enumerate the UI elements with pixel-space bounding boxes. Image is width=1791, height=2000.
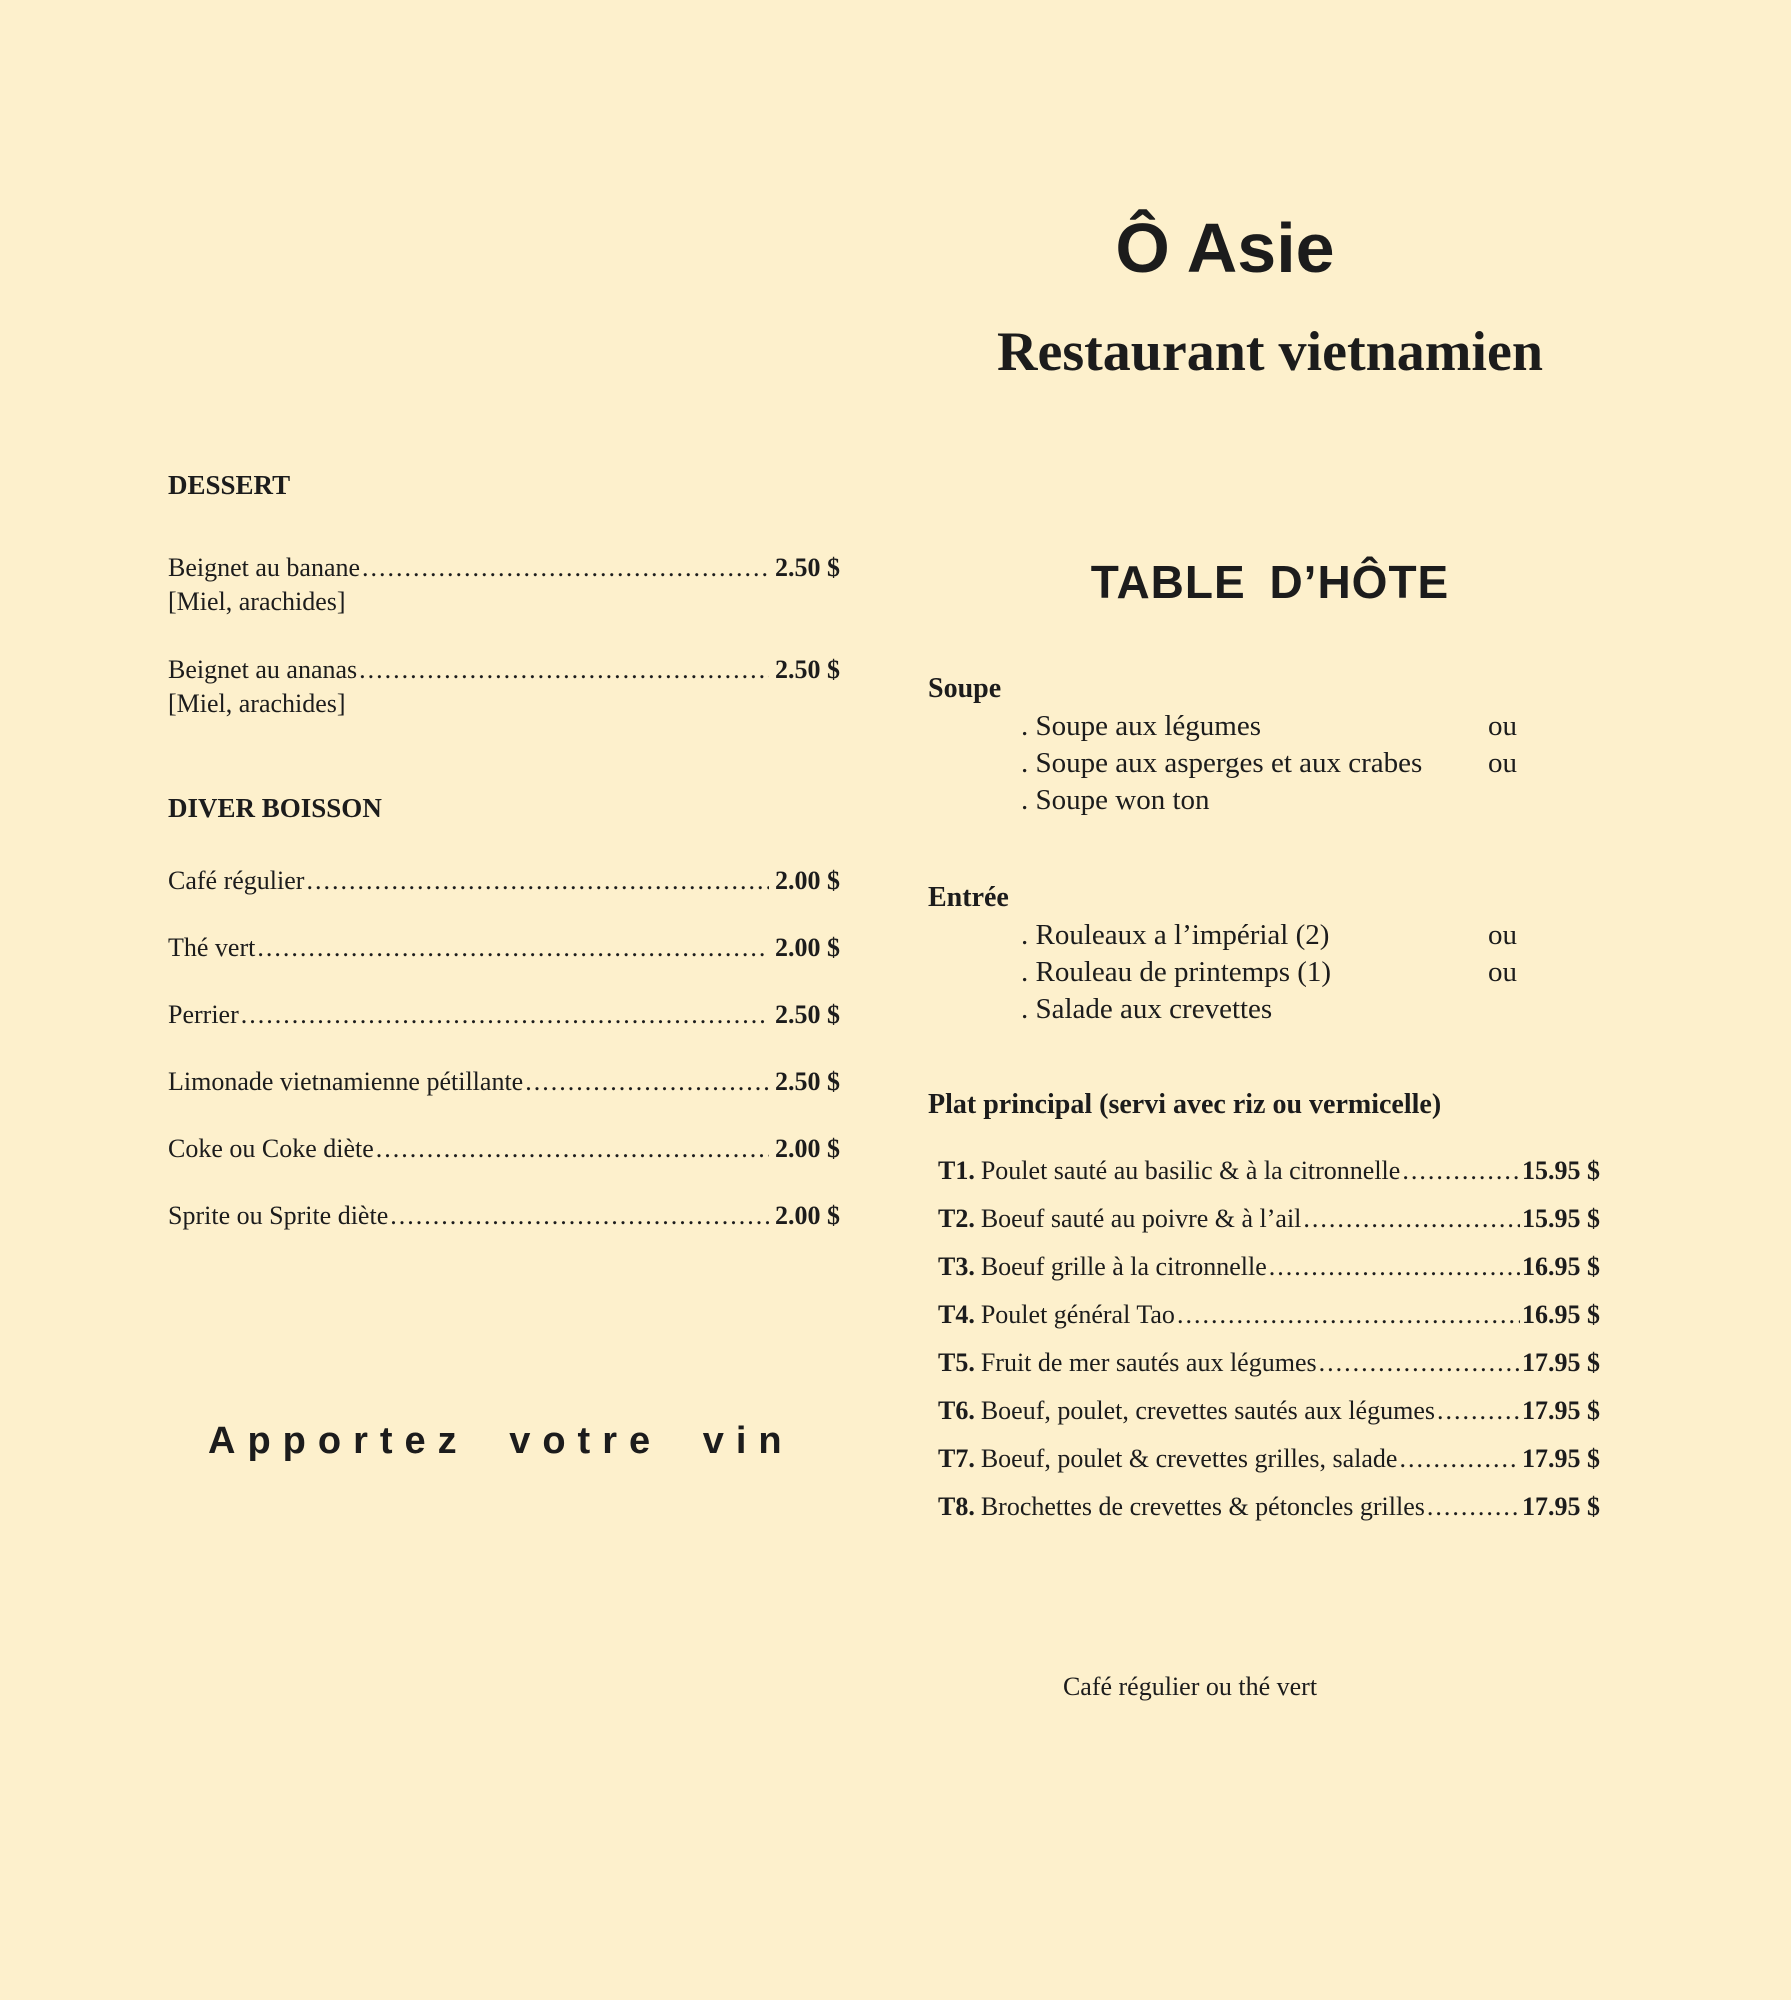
- item-name: Thé vert: [168, 933, 256, 962]
- plat-item: [938, 1250, 1600, 1284]
- plat-code: T4.: [938, 1300, 975, 1329]
- restaurant-subtitle: Restaurant vietnamien: [997, 321, 1543, 383]
- item-name: Coke ou Coke diète: [168, 1134, 374, 1163]
- plat-price: 17.95 $: [1522, 1348, 1600, 1377]
- dot-leader: [362, 551, 769, 585]
- drink-item: [168, 931, 840, 965]
- item-price: 2.50 $: [775, 1067, 840, 1096]
- option-suffix: ou: [1488, 956, 1517, 988]
- option-suffix: ou: [1488, 919, 1517, 951]
- item-name: Perrier: [168, 1000, 239, 1029]
- dot-leader: [390, 1199, 769, 1233]
- entree-section: [928, 879, 1628, 1028]
- plat-price: 15.95 $: [1522, 1156, 1600, 1185]
- option-name: . Soupe won ton: [1021, 784, 1210, 816]
- entree-option: [928, 991, 1628, 1028]
- item-price: 2.50 $: [775, 553, 840, 582]
- item-price: 2.50 $: [775, 1000, 840, 1029]
- dessert-item: [168, 551, 840, 619]
- dot-leader: [241, 998, 769, 1032]
- plat-item: [938, 1346, 1600, 1380]
- plat-name: Boeuf, poulet, crevettes sautés aux légumes: [980, 1396, 1435, 1425]
- option-name: . Soupe aux légumes: [1021, 710, 1262, 742]
- plat-name: Fruit de mer sautés aux légumes: [980, 1348, 1317, 1377]
- item-note: [Miel, arachides]: [168, 689, 346, 718]
- item-price: 2.50 $: [775, 655, 840, 684]
- drinks-list: [168, 864, 840, 1233]
- item-price: 2.00 $: [775, 933, 840, 962]
- soupe-section: [928, 670, 1628, 819]
- option-suffix: ou: [1488, 747, 1517, 779]
- restaurant-name: Ô Asie: [1115, 209, 1335, 287]
- option-suffix: ou: [1488, 710, 1517, 742]
- plat-list: [928, 1154, 1600, 1524]
- item-name: Beignet au banane: [168, 553, 361, 582]
- item-price: 2.00 $: [775, 1134, 840, 1163]
- plat-item: [938, 1394, 1600, 1428]
- item-name: Beignet au ananas: [168, 655, 358, 684]
- option-name: . Rouleaux a l’impérial (2): [1021, 919, 1330, 951]
- dot-leader: [1402, 1154, 1520, 1188]
- dot-leader: [1399, 1442, 1520, 1476]
- plat-code: T2.: [938, 1204, 975, 1233]
- drinks-title: DIVER BOISSON: [168, 793, 382, 823]
- dot-leader: [306, 864, 769, 898]
- dot-leader: [525, 1065, 769, 1099]
- soupe-option: [928, 708, 1628, 745]
- plat-item: [938, 1442, 1600, 1476]
- table-hote-title: TABLE D’HÔTE: [1090, 556, 1450, 608]
- plat-title: Plat principal (servi avec riz ou vermicelle): [928, 1089, 1442, 1120]
- plat-name: Boeuf, poulet & crevettes grilles, salade: [980, 1444, 1398, 1473]
- item-name: Sprite ou Sprite diète: [168, 1201, 389, 1230]
- drink-item: [168, 998, 840, 1032]
- plat-code: T5.: [938, 1348, 975, 1377]
- option-name: . Rouleau de printemps (1): [1021, 956, 1332, 988]
- drink-item: [168, 864, 840, 898]
- plat-item: [938, 1490, 1600, 1524]
- option-name: . Salade aux crevettes: [1021, 993, 1273, 1025]
- plat-price: 16.95 $: [1522, 1252, 1600, 1281]
- plat-code: T7.: [938, 1444, 975, 1473]
- plat-name: Poulet sauté au basilic & à la citronnelle: [980, 1156, 1401, 1185]
- plat-price: 17.95 $: [1522, 1444, 1600, 1473]
- item-note: [Miel, arachides]: [168, 587, 346, 616]
- plat-code: T3.: [938, 1252, 975, 1281]
- dot-leader: [1437, 1394, 1520, 1428]
- dot-leader: [1177, 1298, 1520, 1332]
- plat-price: 15.95 $: [1522, 1204, 1600, 1233]
- item-price: 2.00 $: [775, 866, 840, 895]
- item-name: Café régulier: [168, 866, 305, 895]
- drink-item: [168, 1065, 840, 1099]
- option-suffix: [1488, 782, 1528, 819]
- entree-title: Entrée: [928, 882, 1009, 913]
- dot-leader: [1319, 1346, 1520, 1380]
- plat-price: 17.95 $: [1522, 1396, 1600, 1425]
- plat-price: 16.95 $: [1522, 1300, 1600, 1329]
- plat-item: [938, 1202, 1600, 1236]
- plat-name: Poulet général Tao: [980, 1300, 1175, 1329]
- footer-note: Café régulier ou thé vert: [1062, 1672, 1318, 1701]
- left-column: [168, 470, 840, 1266]
- plat-code: T1.: [938, 1156, 975, 1185]
- dot-leader: [376, 1132, 769, 1166]
- wine-note: Apportez votre vin: [208, 1420, 794, 1462]
- right-column: [928, 670, 1628, 1538]
- dessert-item: [168, 653, 840, 721]
- plat-item: [938, 1298, 1600, 1332]
- soupe-title: Soupe: [928, 673, 1002, 704]
- dot-leader: [257, 931, 769, 965]
- entree-option: [928, 954, 1628, 991]
- option-suffix: [1488, 991, 1528, 1028]
- soupe-option: [928, 745, 1628, 782]
- dot-leader: [1427, 1490, 1520, 1524]
- plat-section: [928, 1086, 1628, 1524]
- plat-code: T6.: [938, 1396, 975, 1425]
- entree-option: [928, 917, 1628, 954]
- plat-code: T8.: [938, 1492, 975, 1521]
- plat-name: Boeuf grille à la citronnelle: [980, 1252, 1267, 1281]
- item-name: Limonade vietnamienne pétillante: [168, 1067, 524, 1096]
- dessert-title: DESSERT: [168, 470, 291, 500]
- plat-name: Boeuf sauté au poivre & à l’ail: [980, 1204, 1302, 1233]
- dot-leader: [1269, 1250, 1520, 1284]
- soupe-option: [928, 782, 1628, 819]
- plat-name: Brochettes de crevettes & pétoncles grilles: [980, 1492, 1425, 1521]
- dot-leader: [1303, 1202, 1520, 1236]
- drink-item: [168, 1199, 840, 1233]
- option-name: . Soupe aux asperges et aux crabes: [1021, 747, 1423, 779]
- item-price: 2.00 $: [775, 1201, 840, 1230]
- drink-item: [168, 1132, 840, 1166]
- plat-item: [938, 1154, 1600, 1188]
- dessert-list: [168, 551, 840, 721]
- plat-price: 17.95 $: [1522, 1492, 1600, 1521]
- dot-leader: [359, 653, 769, 687]
